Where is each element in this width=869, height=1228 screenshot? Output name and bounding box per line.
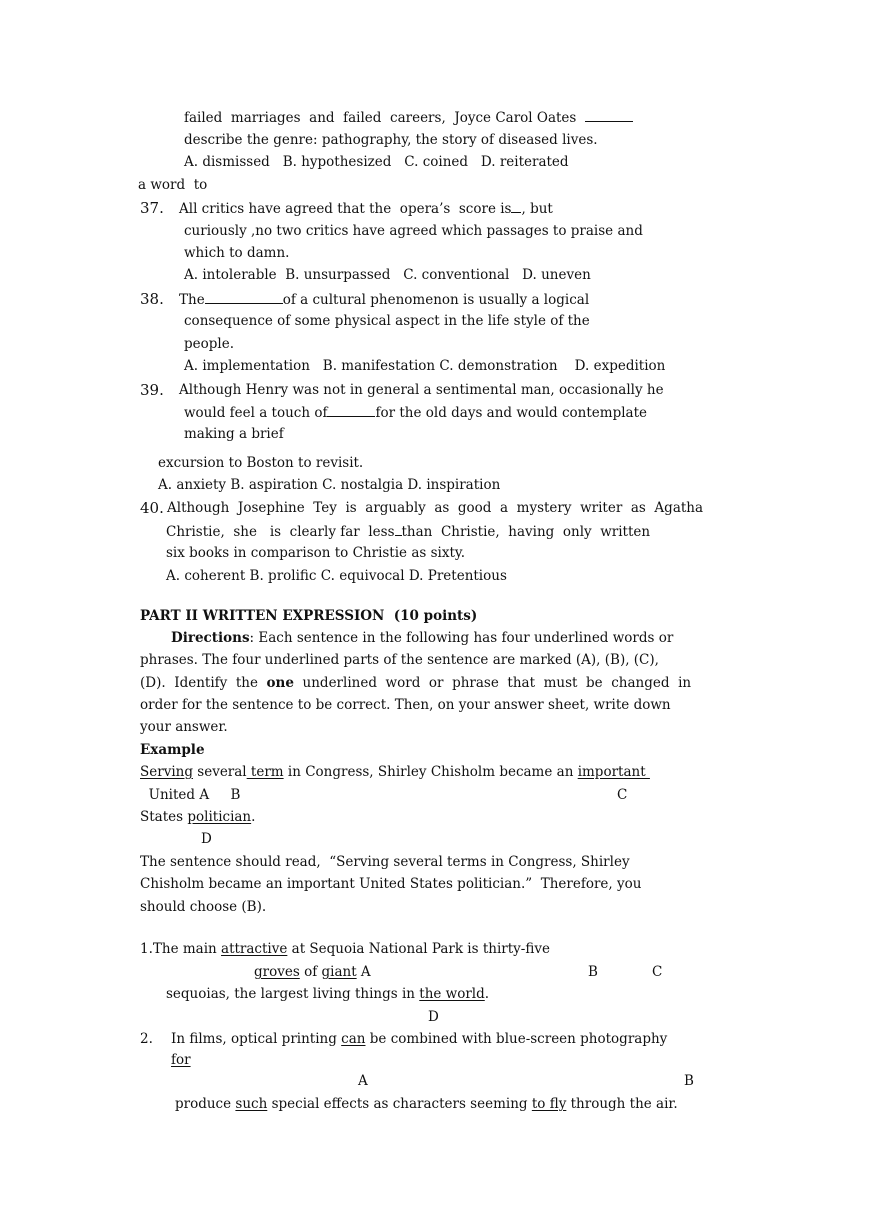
item2-for xyxy=(171,1051,191,1069)
item1-mark-c: C xyxy=(652,964,663,980)
q37-line-3: which to damn. xyxy=(184,245,290,261)
example-term: term xyxy=(246,764,284,780)
q36-blank xyxy=(585,108,633,122)
item1-line-3a: sequoias, the largest living things in xyxy=(166,986,420,1002)
item1-the-world: the world xyxy=(419,986,485,1002)
item1-attractive: attractive xyxy=(221,941,288,957)
q38-number: 38. xyxy=(140,290,164,308)
q37-blank xyxy=(511,199,521,213)
q39-line-4: excursion to Boston to revisit. xyxy=(158,455,364,471)
q40-line-3: six books in comparison to Christie as sixty. xyxy=(166,545,466,561)
example-mark-c: C xyxy=(617,787,628,803)
directions-line-5: your answer. xyxy=(140,719,228,735)
q39-options: A. anxiety B. aspiration C. nostalgia D. inspiration xyxy=(158,477,501,493)
q37-line-1 xyxy=(179,199,553,218)
item2-line-3a: produce xyxy=(175,1096,236,1112)
q38-blank xyxy=(205,290,283,304)
directions-one: one xyxy=(266,675,294,691)
item1-of: of xyxy=(299,964,322,980)
q36-options: A. dismissed B. hypothesized C. coined D. reiterated xyxy=(184,154,569,170)
q37-line-2: curiously ,no two critics have agreed which passages to praise and xyxy=(184,223,643,239)
answer-line-3: should choose (B). xyxy=(140,899,267,915)
q39-line-2b: for the old days and would contemplate xyxy=(375,405,647,421)
answer-line-1: The sentence should read, “Serving several terms in Congress, Shirley xyxy=(140,854,630,870)
q40-line-2b: than Christie, having only written xyxy=(401,524,651,540)
q40-number: 40. xyxy=(140,499,164,517)
item1-mark-b: B xyxy=(588,964,598,980)
item2-line-1b: be combined with blue-screen photography xyxy=(365,1031,668,1047)
example-important: important xyxy=(577,764,650,780)
directions-line-1 xyxy=(171,629,673,647)
q37-line-1a: All critics have agreed that the opera’s score is xyxy=(179,201,512,217)
example-mark-d: D xyxy=(201,831,212,847)
q39-blank xyxy=(327,403,375,417)
example-sentence-2 xyxy=(140,808,255,826)
item2-line-3 xyxy=(175,1095,678,1113)
example-several: several xyxy=(192,764,247,780)
item2-mark-a: A xyxy=(358,1073,368,1089)
item2-line-1a: In films, optical printing xyxy=(171,1031,342,1047)
q36-line-1 xyxy=(184,108,633,127)
part2-heading: PART II WRITTEN EXPRESSION (10 points) xyxy=(140,608,478,624)
example-marks-line: United A B xyxy=(140,787,241,803)
q40-line-2 xyxy=(166,522,650,541)
example-politician: politician xyxy=(187,809,252,825)
item2-mark-b: B xyxy=(684,1073,694,1089)
example-period: . xyxy=(251,809,256,825)
item2-number: 2. xyxy=(140,1031,153,1047)
item2-such: such xyxy=(235,1096,268,1112)
directions-label: Directions xyxy=(171,630,250,646)
item1-number: 1. xyxy=(140,941,153,957)
example-serving: Serving xyxy=(140,764,193,780)
item1-line-3b: . xyxy=(484,986,490,1002)
directions-line-4: order for the sentence to be correct. Then, on your answer sheet, write down xyxy=(140,697,671,713)
item2-line-1 xyxy=(171,1030,667,1048)
q36-overflow: a word to xyxy=(138,177,208,193)
item1-mark-a: A xyxy=(356,964,371,980)
q38-options: A. implementation B. manifestation C. demonstration D. expedition xyxy=(184,358,666,374)
example-sentence-1 xyxy=(140,763,650,781)
example-mid: in Congress, Shirley Chisholm became an xyxy=(283,764,578,780)
directions-line-2: phrases. The four underlined parts of the sentence are marked (A), (B), (C), xyxy=(140,652,659,668)
item2-to-fly: to fly xyxy=(531,1096,567,1112)
q37-number: 37. xyxy=(140,199,164,217)
q39-number: 39. xyxy=(140,381,164,399)
directions-line-1-text: : Each sentence in the following has four underlined words or xyxy=(249,630,674,646)
q39-line-3: making a brief xyxy=(184,426,284,442)
directions-line-3 xyxy=(140,674,691,692)
item1-groves: groves xyxy=(254,964,300,980)
q38-line-1b: of a cultural phenomenon is usually a logical xyxy=(282,292,590,308)
q38-line-1a: The xyxy=(179,292,205,308)
item1-line-1a: The main xyxy=(152,941,222,957)
q37-line-1b: , but xyxy=(521,201,553,217)
q38-line-3: people. xyxy=(184,336,234,352)
directions-line-3a: (D). Identify the xyxy=(140,675,267,691)
item1-line-1b: at Sequoia National Park is thirty-five xyxy=(287,941,550,957)
q40-blank xyxy=(395,522,402,536)
q40-line-1: Although Josephine Tey is arguably as good a mystery writer as Agatha xyxy=(167,500,704,516)
q38-line-1 xyxy=(179,290,589,309)
item2-line-3b: special effects as characters seeming xyxy=(267,1096,532,1112)
directions-line-3b: underlined word or phrase that must be changed in xyxy=(293,675,692,691)
item1-line-1 xyxy=(140,940,550,958)
item2-can: can xyxy=(341,1031,366,1047)
q39-line-2 xyxy=(184,403,647,422)
q39-line-1: Although Henry was not in general a sentimental man, occasionally he xyxy=(179,382,664,398)
q39-line-2a: would feel a touch of xyxy=(184,405,328,421)
example-label: Example xyxy=(140,742,205,758)
item1-mark-d: D xyxy=(428,1009,439,1025)
item1-line-3 xyxy=(166,985,489,1003)
item2-line-3c: through the air. xyxy=(566,1096,678,1112)
item1-line-2 xyxy=(254,963,371,981)
item2-for-text: for xyxy=(171,1052,191,1068)
q37-options: A. intolerable B. unsurpassed C. conventional D. uneven xyxy=(184,267,591,283)
example-states: States xyxy=(140,809,188,825)
q36-line-1-text: failed marriages and failed careers, Joyce Carol Oates xyxy=(184,110,577,126)
item1-giant: giant xyxy=(321,964,357,980)
q38-line-2: consequence of some physical aspect in the life style of the xyxy=(184,313,590,329)
q36-line-2: describe the genre: pathography, the story of diseased lives. xyxy=(184,132,598,148)
answer-line-2: Chisholm became an important United States politician.” Therefore, you xyxy=(140,876,642,892)
q40-line-2a: Christie, she is clearly far less xyxy=(166,524,395,540)
q40-options: A. coherent B. prolific C. equivocal D. Pretentious xyxy=(166,568,507,584)
